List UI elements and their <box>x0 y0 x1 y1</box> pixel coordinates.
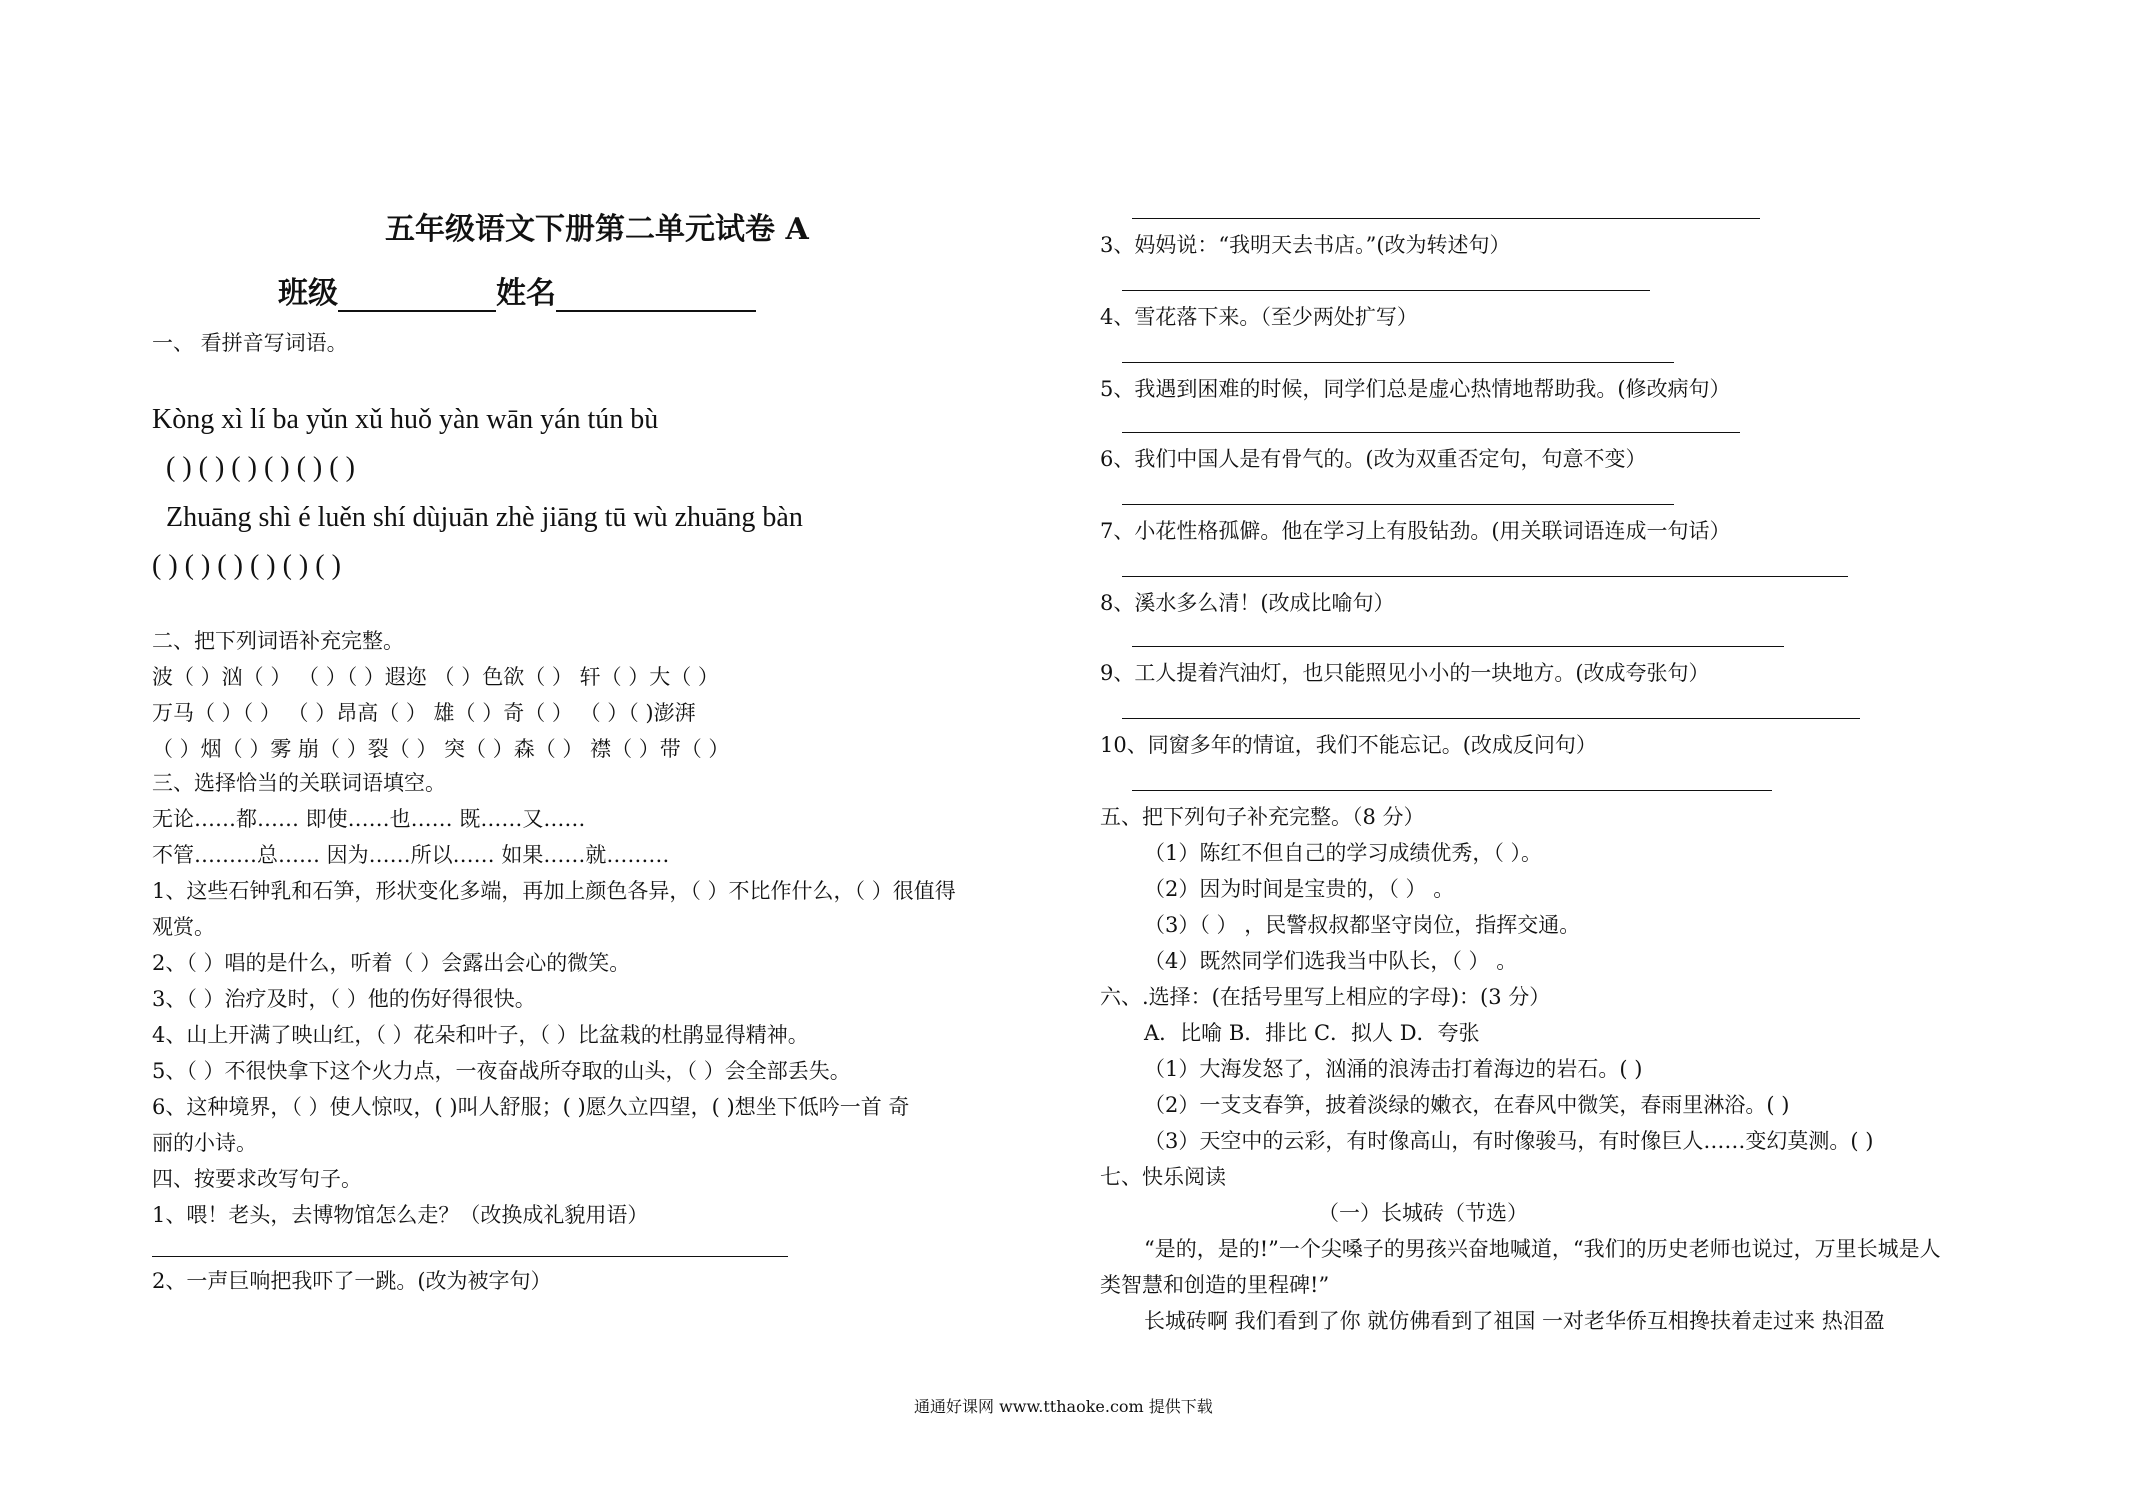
section-3-heading: 三、选择恰当的关联词语填空。 <box>152 771 446 795</box>
student-info <box>278 268 756 312</box>
answer-line[interactable] <box>1122 432 1740 433</box>
section-2-heading: 二、把下列词语补充完整。 <box>152 629 404 653</box>
conjunction-q6: 6、这种境界，（ ）使人惊叹，( )叫人舒服；( )愿久立四望，( )想坐下低吟一首 奇 <box>152 1095 910 1119</box>
rewrite-q5: 5、我遇到困难的时候，同学们总是虚心热情地帮助我。(修改病句） <box>1100 377 1731 401</box>
choice-q3: （3）天空中的云彩，有时像高山，有时像骏马，有时像巨人……变幻莫测。( ) <box>1144 1129 1874 1153</box>
idiom-row-3[interactable]: （ ）烟（ ）雾 崩（ ）裂（ ） 突（ ）森（ ） 襟（ ）带（ ） <box>152 737 730 761</box>
section-5-heading: 五、把下列句子补充完整。（8 分） <box>1100 805 1425 829</box>
rewrite-q4: 4、雪花落下来。（至少两处扩写） <box>1100 305 1418 329</box>
rewrite-q3: 3、妈妈说：“我明天去书店。”(改为转述句） <box>1100 233 1511 257</box>
idiom-row-1[interactable]: 波（ ）汹（ ） （ ）（ ）遐迩 （ ）色欲（ ） 轩（ ）大（ ） <box>152 665 719 689</box>
conjunction-q4: 4、山上开满了映山红，（ ）花朵和叶子，（ ）比盆栽的杜鹃显得精神。 <box>152 1023 809 1047</box>
conjunction-options-2: 不管………总…… 因为……所以…… 如果……就……… <box>152 843 670 867</box>
reading-paragraph-2: 长城砖啊 我们看到了你 就仿佛看到了祖国 一对老华侨互相搀扶着走过来 热泪盈 <box>1144 1309 1885 1333</box>
answer-line[interactable] <box>1122 290 1650 291</box>
reading-paragraph-1: “是的，是的!”一个尖嗓子的男孩兴奋地喊道，“我们的历史老师也说过，万里长城是人 <box>1144 1237 1941 1261</box>
footer-credit: 通通好课网 www.tthaoke.com 提供下载 <box>914 1397 1213 1416</box>
complete-q1: （1）陈红不但自己的学习成绩优秀，（ ）。 <box>1144 841 1543 865</box>
section-4-heading: 四、按要求改写句子。 <box>152 1167 362 1191</box>
reading-paragraph-1-cont: 类智慧和创造的里程碑!” <box>1100 1273 1330 1297</box>
name-field[interactable] <box>556 280 756 312</box>
choice-options: A．比喻 B．排比 C．拟人 D．夸张 <box>1144 1021 1480 1045</box>
choice-q1: （1）大海发怒了，汹涌的浪涛击打着海边的岩石。( ) <box>1144 1057 1643 1081</box>
answer-line[interactable] <box>152 1256 788 1257</box>
section-6-heading: 六、.选择：(在括号里写上相应的字母)：(3 分） <box>1100 985 1551 1009</box>
pinyin-row-2: Zhuāng shì é luěn shí dùjuān zhè jiāng tū wù zhuāng bàn <box>166 502 803 533</box>
reading-subtitle: （一）长城砖（节选） <box>1318 1201 1528 1225</box>
choice-q2: （2）一支支春笋，披着淡绿的嫩衣，在春风中微笑，春雨里淋浴。( ) <box>1144 1093 1790 1117</box>
answer-line[interactable] <box>1122 504 1674 505</box>
answer-line[interactable] <box>1132 218 1760 219</box>
complete-q2: （2）因为时间是宝贵的，（ ） 。 <box>1144 877 1455 901</box>
conjunction-options-1: 无论……都…… 即使……也…… 既……又…… <box>152 807 586 831</box>
answer-brackets-row-1[interactable]: ( ) ( ) ( ) ( ) ( ) ( ) <box>166 452 355 483</box>
answer-line[interactable] <box>1122 576 1848 577</box>
conjunction-q5: 5、（ ）不很快拿下这个火力点，一夜奋战所夺取的山头，（ ）会全部丢失。 <box>152 1059 851 1083</box>
answer-brackets-row-2[interactable]: ( ) ( ) ( ) ( ) ( ) ( ) <box>152 550 341 581</box>
answer-line[interactable] <box>1122 362 1674 363</box>
conjunction-q6-cont: 丽的小诗。 <box>152 1131 257 1155</box>
answer-line[interactable] <box>1132 646 1784 647</box>
complete-q4: （4）既然同学们选我当中队长，（ ） 。 <box>1144 949 1518 973</box>
idiom-row-2[interactable]: 万马（ ）（ ） （ ）昂高（ ） 雄（ ）奇（ ） （ ）（ )澎湃 <box>152 701 696 725</box>
conjunction-q1: 1、这些石钟乳和石笋，形状变化多端，再加上颜色各异，（ ）不比作什么，（ ）很值得 <box>152 879 956 903</box>
name-label: 姓名 <box>496 276 556 311</box>
rewrite-q10: 10、同窗多年的情谊，我们不能忘记。(改成反问句） <box>1100 733 1597 757</box>
conjunction-q1-cont: 观赏。 <box>152 915 215 939</box>
answer-line[interactable] <box>1122 718 1860 719</box>
conjunction-q3: 3、（ ）治疗及时，（ ）他的伤好得很快。 <box>152 987 536 1011</box>
rewrite-q6: 6、我们中国人是有骨气的。(改为双重否定句，句意不变） <box>1100 447 1647 471</box>
complete-q3: （3）（ ） ，民警叔叔都坚守岗位，指挥交通。 <box>1144 913 1581 937</box>
section-1-heading: 一、 看拼音写词语。 <box>152 331 348 355</box>
class-label: 班级 <box>278 276 338 311</box>
pinyin-row-1: Kòng xì lí ba yǔn xǔ huǒ yàn wān yán tún bù <box>152 404 659 435</box>
rewrite-q9: 9、工人提着汽油灯，也只能照见小小的一块地方。(改成夸张句） <box>1100 661 1710 685</box>
page-title: 五年级语文下册第二单元试卷 A <box>385 212 809 247</box>
rewrite-q1: 1、喂！老头，去博物馆怎么走？（改换成礼貌用语） <box>152 1203 649 1227</box>
answer-line[interactable] <box>1132 790 1772 791</box>
conjunction-q2: 2、（ ）唱的是什么，听着（ ）会露出会心的微笑。 <box>152 951 631 975</box>
rewrite-q8: 8、溪水多么清！(改成比喻句） <box>1100 591 1395 615</box>
class-field[interactable] <box>338 280 496 312</box>
section-7-heading: 七、快乐阅读 <box>1100 1165 1226 1189</box>
rewrite-q7: 7、小花性格孤僻。他在学习上有股钻劲。(用关联词语连成一句话） <box>1100 519 1731 543</box>
rewrite-q2: 2、一声巨响把我吓了一跳。(改为被字句） <box>152 1269 552 1293</box>
